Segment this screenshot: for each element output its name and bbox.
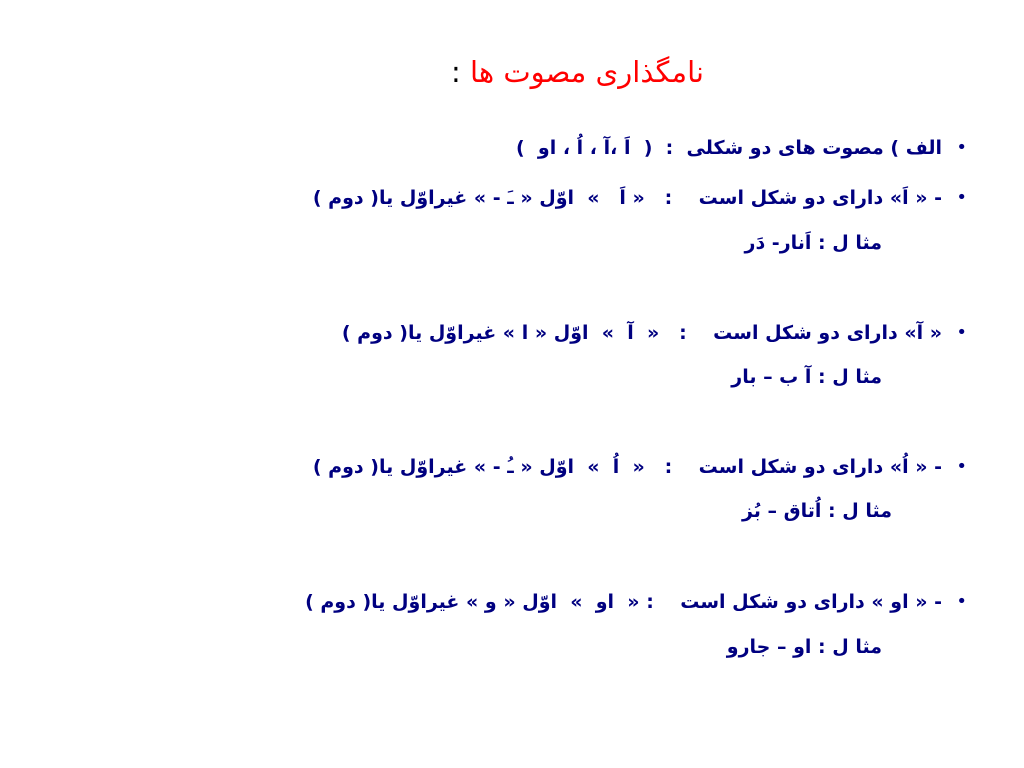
slide-title-colon: :: [451, 55, 461, 89]
example-line: مثا ل : اَنار- دَر: [744, 232, 882, 254]
list-item: « آ» دارای دو شکل است : « آ » اوّل « ا » غیراوّل یا( دوم ): [341, 322, 942, 344]
bullet-icon: •: [956, 456, 967, 477]
list-item: - « او » دارای دو شکل است : « او » اوّل « و » غیراوّل یا( دوم ): [305, 591, 942, 613]
list-item: - « اُ» دارای دو شکل است : « اُ » اوّل « ـُ - » غیراوّل یا( دوم ): [312, 456, 942, 478]
bullet-icon: •: [956, 322, 967, 343]
example-line: مثا ل : اُتاق – بُز: [741, 500, 892, 522]
slide-title-text: نامگذاری مصوت ها: [470, 55, 704, 89]
example-line: مثا ل : آ ب – بار: [731, 366, 882, 388]
bullet-icon: •: [956, 187, 967, 208]
bullet-icon: •: [956, 591, 967, 612]
list-item: - « اَ» دارای دو شکل است : « اَ » اوّل « ـَ - » غیراوّل یا( دوم ): [312, 187, 942, 209]
bullet-icon: •: [956, 137, 967, 158]
slide-title: [104, 50, 704, 94]
list-item: الف ) مصوت های دو شکلی : ( اَ ،آ ، اُ ، او ): [516, 137, 942, 159]
example-line: مثا ل : او – جارو: [726, 636, 882, 658]
